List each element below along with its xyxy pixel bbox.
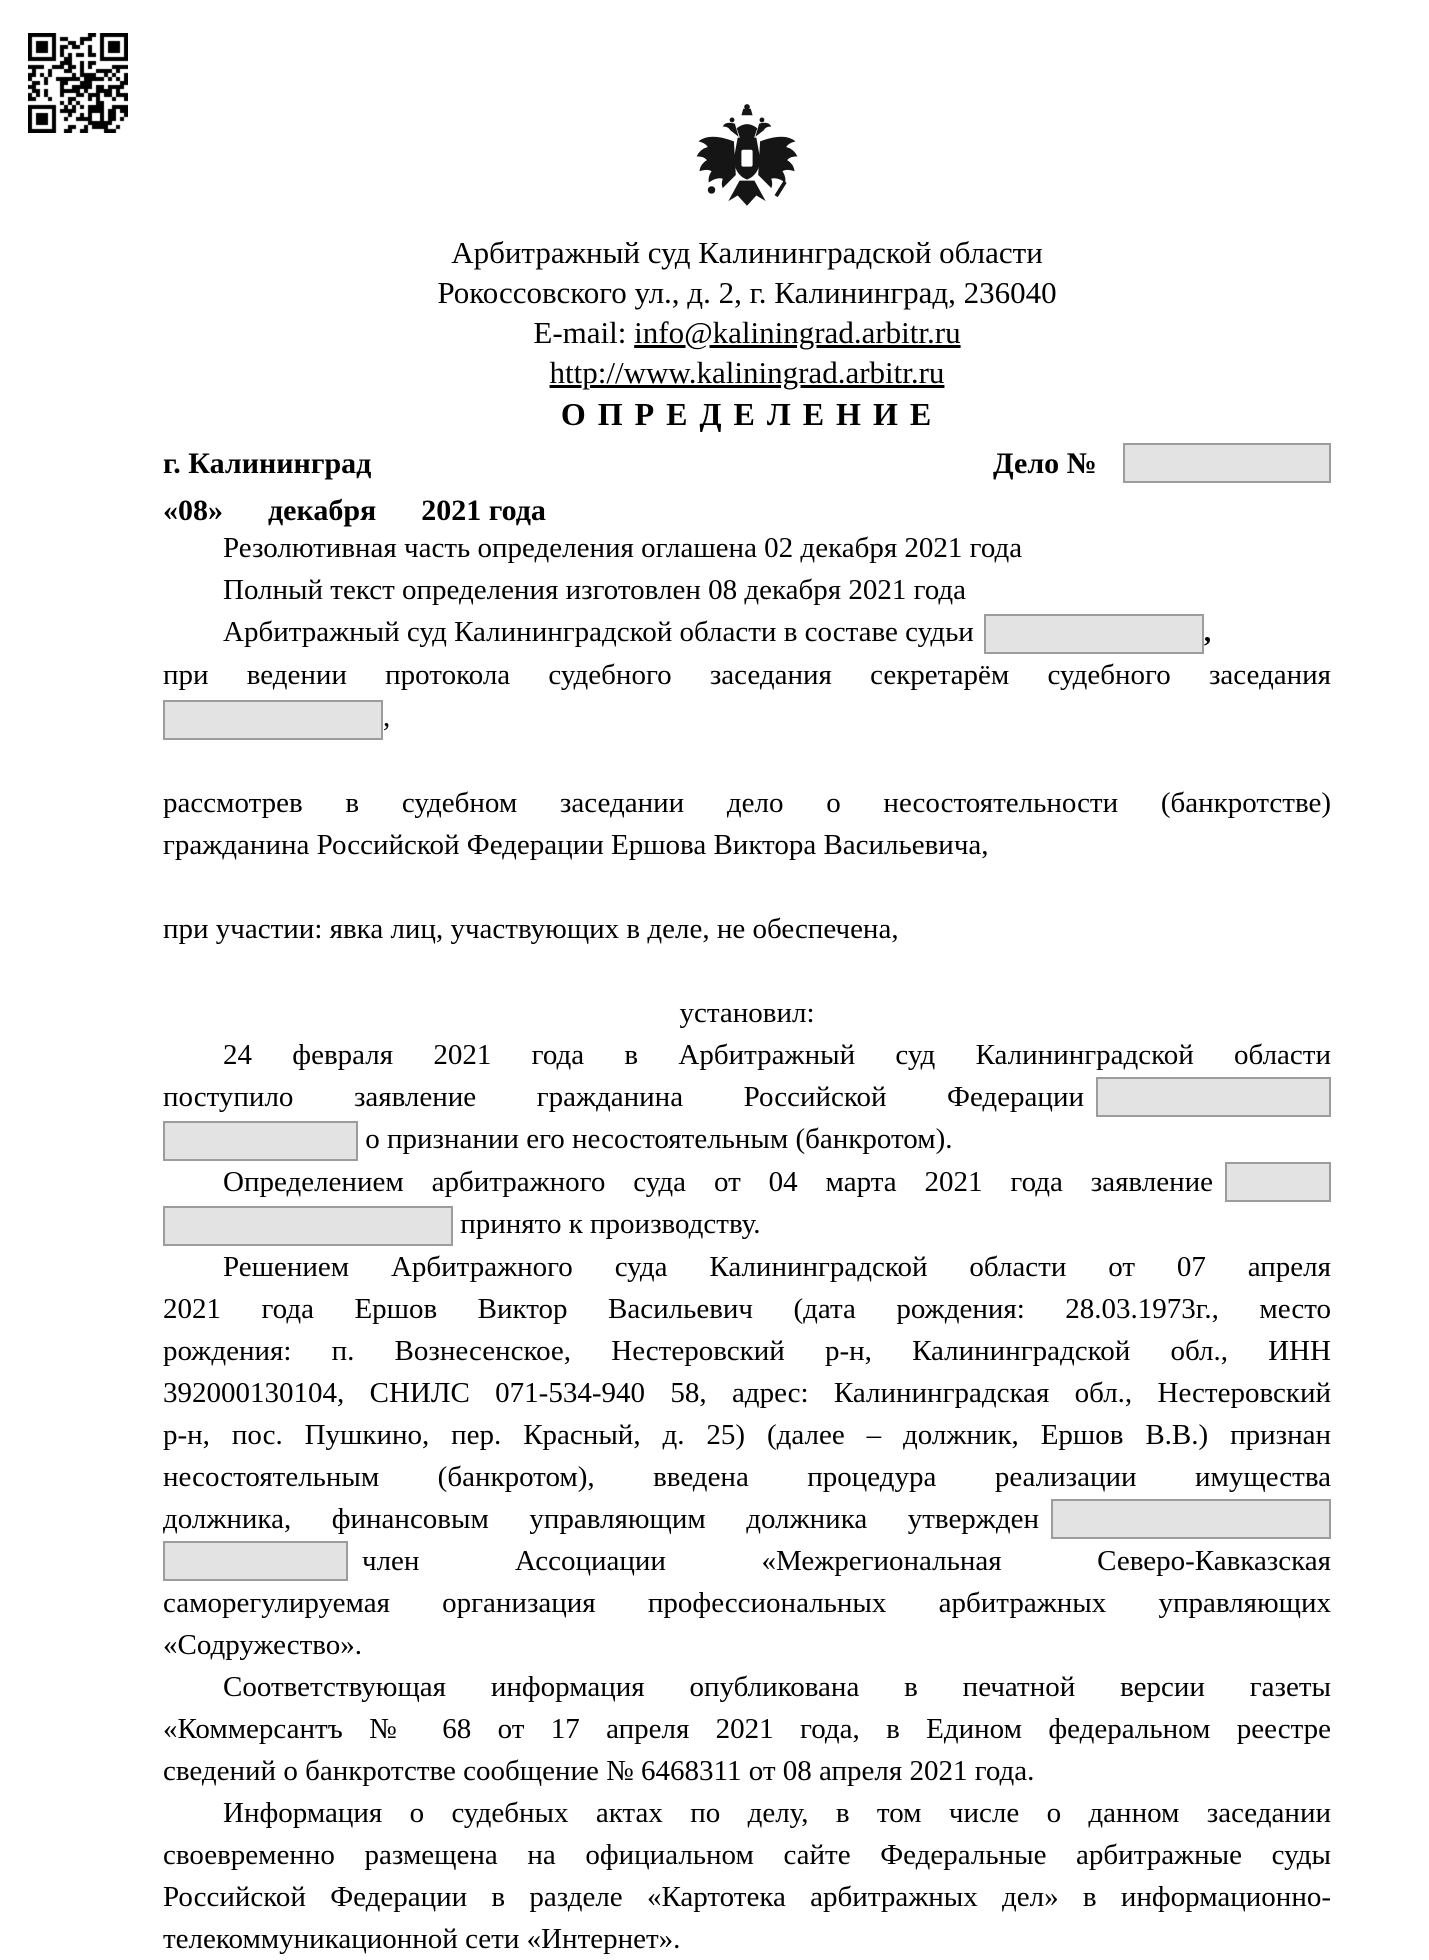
document-header — [163, 95, 1331, 435]
email-label: E-mail: — [533, 315, 635, 350]
email-link[interactable]: info@kaliningrad.arbitr.ru — [634, 315, 961, 350]
body-line-text: , — [1203, 616, 1212, 648]
body-line — [163, 824, 1331, 866]
body-line-text: рождения: п. Вознесенское, Нестеровский р-н, Калининградской обл., ИНН — [163, 1335, 1331, 1368]
body-line-text: несостоятельным (банкротом), введена процедура реализации имущества — [163, 1461, 1331, 1494]
body-line-text: 24 февраля 2021 года в Арбитражный суд Калининградской области — [223, 1038, 1331, 1071]
city-label: г. Калининград — [163, 447, 372, 480]
body-blank-line — [163, 866, 1331, 908]
body-line — [163, 782, 1331, 824]
body-line — [163, 1918, 1331, 1960]
body-line — [163, 1834, 1331, 1876]
body-line — [163, 1750, 1331, 1792]
body-line-text: 2021 года Ершов Виктор Васильевич (дата рождения: 28.03.1973г., место — [163, 1293, 1331, 1326]
redaction-box — [163, 1541, 348, 1581]
body-line-text: принято к производству. — [453, 1208, 761, 1241]
body-line — [163, 1414, 1331, 1456]
body-line — [163, 1666, 1331, 1708]
body-blank-line — [163, 950, 1331, 992]
body-line-text: при участии: явка лиц, участвующих в деле, не обеспечена, — [163, 912, 899, 945]
body-line — [163, 569, 1331, 611]
body-line — [163, 696, 1331, 739]
redaction-box — [1096, 1077, 1331, 1117]
redaction-box — [163, 1121, 358, 1161]
body-line — [163, 1708, 1331, 1750]
body-line-text: Арбитражный суд Калининградской области в составе судьи — [223, 616, 974, 648]
body-line-text: Российской Федерации в разделе «Картотека арбитражных дел» в информационно- — [163, 1881, 1331, 1914]
body-line — [163, 1288, 1331, 1330]
body-line — [163, 908, 1331, 950]
body-line — [163, 1498, 1331, 1540]
body-line-text: Информация о судебных актах по делу, в том числе о данном заседании — [223, 1797, 1331, 1830]
body-line-text: 392000130104, СНИЛС 071-534-940 58, адрес: Калининградская обл., Нестеровский — [163, 1377, 1331, 1410]
body-line — [163, 1161, 1331, 1203]
redaction-box — [984, 614, 1204, 654]
redaction-box — [163, 700, 383, 740]
body-line-text: телекоммуникационной сети «Интернет». — [163, 1923, 681, 1956]
body-line — [163, 527, 1331, 569]
body-line-text: при ведении протокола судебного заседания секретарём судебного заседания — [163, 659, 1331, 692]
date-line: «08» декабря 2021 года — [163, 494, 546, 527]
body-line-text: своевременно размещена на официальном сайте Федеральные арбитражные суды — [163, 1839, 1331, 1872]
redaction-box — [1051, 1499, 1331, 1539]
body-line-text: р-н, пос. Пушкино, пер. Красный, д. 25) (далее – должник, Ершов В.В.) признан — [163, 1419, 1331, 1452]
body-line-text: Соответствующая информация опубликована в печатной версии газеты — [223, 1671, 1331, 1704]
coat-of-arms-icon — [691, 95, 803, 227]
body-blank-line — [163, 740, 1331, 782]
qr-code — [28, 33, 128, 133]
body-line-text: поступило заявление гражданина Российской Федерации — [163, 1080, 1084, 1113]
body-line — [163, 1582, 1331, 1624]
body-line — [163, 1034, 1331, 1076]
body-line-text: саморегулируемая организация профессиональных арбитражных управляющих — [163, 1587, 1331, 1620]
body-line — [163, 611, 1331, 654]
body-line — [163, 1330, 1331, 1372]
body-line-text: должника, финансовым управляющим должника утвержден — [163, 1503, 1039, 1536]
body-line-text: член Ассоциации «Межрегиональная Северо-Кавказская — [362, 1545, 1331, 1578]
body-line-text: сведений о банкротстве сообщение № 6468311 от 08 апреля 2021 года. — [163, 1755, 1035, 1788]
body-line-text: рассмотрев в судебном заседании дело о несостоятельности (банкротстве) — [163, 786, 1331, 819]
body-line — [163, 1624, 1331, 1666]
body-line — [163, 654, 1331, 696]
redaction-box — [1123, 443, 1331, 483]
case-number-label: Дело № — [993, 447, 1097, 480]
body-line — [163, 1456, 1331, 1498]
body-line-text: Резолютивная часть определения оглашена 02 декабря 2021 года — [223, 532, 1023, 564]
body-line — [163, 992, 1331, 1034]
body-line-text: , — [383, 701, 391, 734]
court-address: Рокоссовского ул., д. 2, г. Калининград, 236040 — [437, 275, 1057, 310]
body-line-text: установил: — [679, 996, 815, 1029]
body-line-text: Решением Арбитражного суда Калининградской области от 07 апреля — [223, 1251, 1331, 1284]
website-link[interactable]: http://www.kaliningrad.arbitr.ru — [549, 355, 945, 390]
court-email-line — [163, 313, 1331, 353]
body-line — [163, 1372, 1331, 1414]
body-line — [163, 1246, 1331, 1288]
body-line-text: гражданина Российской Федерации Ершова Виктора Васильевича, — [163, 828, 989, 861]
body-line — [163, 1076, 1331, 1118]
court-name: Арбитражный суд Калининградской области — [451, 235, 1043, 270]
document-body — [163, 527, 1331, 1960]
court-website-line — [163, 353, 1331, 393]
case-row — [163, 443, 1331, 497]
body-line — [163, 1792, 1331, 1834]
body-line — [163, 1876, 1331, 1918]
redaction-box — [163, 1206, 453, 1246]
body-line — [163, 1118, 1331, 1161]
body-line-text: «Коммерсантъ № 68 от 17 апреля 2021 года, в Едином федеральном реестре — [163, 1713, 1331, 1746]
redaction-box — [1225, 1162, 1331, 1202]
body-line-text: Определением арбитражного суда от 04 марта 2021 года заявление — [223, 1166, 1213, 1199]
body-line — [163, 1540, 1331, 1582]
body-line-text: «Содружество». — [163, 1629, 363, 1662]
body-line-text: о признании его несостоятельным (банкротом). — [358, 1122, 953, 1155]
document-title: О П Р Е Д Е Л Е Н И Е — [560, 396, 934, 432]
body-line — [163, 1203, 1331, 1246]
body-line-text: Полный текст определения изготовлен 08 декабря 2021 года — [223, 574, 967, 606]
